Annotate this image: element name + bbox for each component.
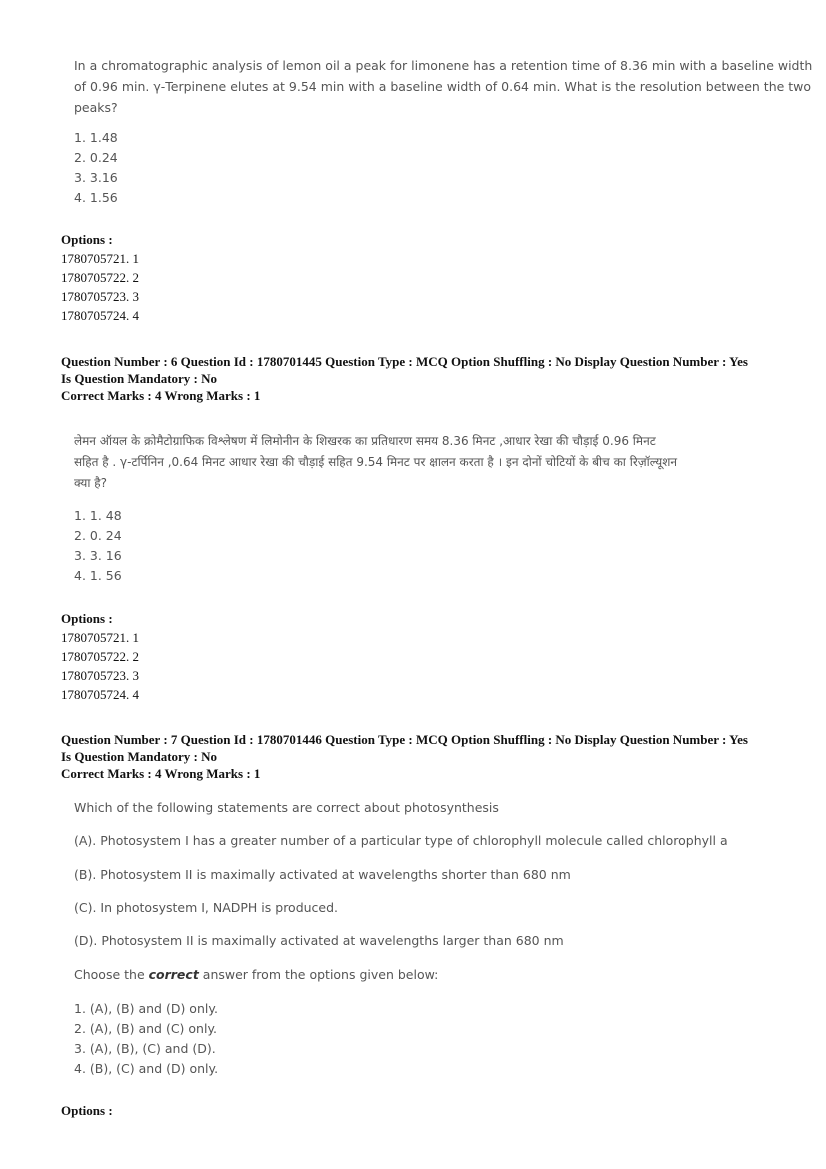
instruction-pre: Choose the xyxy=(74,967,149,982)
q7-instruction xyxy=(74,967,438,982)
q5-text-line: peaks? xyxy=(74,100,118,115)
q7-choices xyxy=(74,999,218,1079)
q7-statement: (C). In photosystem I, NADPH is produced. xyxy=(74,900,339,915)
q7-options xyxy=(61,1101,113,1120)
option-id: 1780705724. 4 xyxy=(61,308,139,323)
q7-statement: (D). Photosystem II is maximally activated at wavelengths larger than 680 nm xyxy=(74,933,564,948)
q6-choice: 3. 3. 16 xyxy=(74,548,122,563)
q7-intro: Which of the following statements are correct about photosynthesis xyxy=(74,800,499,815)
q7-statement: (B). Photosystem II is maximally activated at wavelengths shorter than 680 nm xyxy=(74,867,571,882)
q6-choice: 4. 1. 56 xyxy=(74,568,122,583)
instruction-emphasis: correct xyxy=(148,967,199,982)
q6-text-line: सहित है . γ-टर्पिनिन ,0.64 मिनट आधार रेखा की चौड़ाई सहित 9.54 मिनट पर क्षालन करता है । इन दोनों चोटियों के बीच का रिज़ॉल्यूशन xyxy=(74,455,678,469)
q5-text-line: In a chromatographic analysis of lemon oil a peak for limonene has a retention time of 8.36 min with a baseline width xyxy=(74,58,813,73)
q7-statement: (A). Photosystem I has a greater number of a particular type of chlorophyll molecule called chlorophyll a xyxy=(74,833,728,848)
q6-choice: 2. 0. 24 xyxy=(74,528,122,543)
q5-choice: 2. 0.24 xyxy=(74,150,118,165)
question-mandatory: Is Question Mandatory : No xyxy=(61,371,218,386)
question-mandatory: Is Question Mandatory : No xyxy=(61,749,218,764)
q6-text-line: क्या है? xyxy=(74,476,108,490)
q6-choice: 1. 1. 48 xyxy=(74,508,122,523)
question-marks: Correct Marks : 4 Wrong Marks : 1 xyxy=(61,388,261,403)
option-id: 1780705722. 2 xyxy=(61,270,139,285)
q7-choice: 3. (A), (B), (C) and (D). xyxy=(74,1041,216,1056)
question-marks: Correct Marks : 4 Wrong Marks : 1 xyxy=(61,766,261,781)
q7-choice: 4. (B), (C) and (D) only. xyxy=(74,1061,219,1076)
option-id: 1780705723. 3 xyxy=(61,289,139,304)
question-meta-line: Question Number : 7 Question Id : 1780701446 Question Type : MCQ Option Shuffling : No Display Question Number : Yes xyxy=(61,732,748,747)
option-id: 1780705721. 1 xyxy=(61,630,139,645)
q6-meta xyxy=(61,353,748,404)
option-id: 1780705723. 3 xyxy=(61,668,139,683)
option-id: 1780705724. 4 xyxy=(61,687,139,702)
q5-question-text xyxy=(74,55,813,118)
question-meta-line: Question Number : 6 Question Id : 1780701445 Question Type : MCQ Option Shuffling : No Display Question Number : Yes xyxy=(61,354,748,369)
q6-options xyxy=(61,609,139,704)
q5-text-line: of 0.96 min. γ-Terpinene elutes at 9.54 min with a baseline width of 0.64 min. What is the resolution between the two xyxy=(74,79,812,94)
option-id: 1780705722. 2 xyxy=(61,649,139,664)
q6-choices xyxy=(74,506,122,586)
instruction-post: answer from the options given below: xyxy=(198,967,439,982)
q7-choice: 1. (A), (B) and (D) only. xyxy=(74,1001,218,1016)
options-label: Options : xyxy=(61,1103,113,1118)
q7-choice: 2. (A), (B) and (C) only. xyxy=(74,1021,218,1036)
options-label: Options : xyxy=(61,611,113,626)
q6-text-line: लेमन ऑयल के क्रोमैटोग्राफिक विश्लेषण में लिमोनीन के शिखरक का प्रतिधारण समय 8.36 मिनट ,आधार रेखा की चौड़ाई 0.96 मिनट xyxy=(74,434,656,448)
options-label: Options : xyxy=(61,232,113,247)
q5-choice: 3. 3.16 xyxy=(74,170,118,185)
q5-choice: 4. 1.56 xyxy=(74,190,118,205)
q5-options xyxy=(61,230,139,325)
q7-meta xyxy=(61,731,748,782)
q5-choice: 1. 1.48 xyxy=(74,130,118,145)
option-id: 1780705721. 1 xyxy=(61,251,139,266)
q5-choices xyxy=(74,128,118,208)
q6-question-text xyxy=(74,431,774,494)
